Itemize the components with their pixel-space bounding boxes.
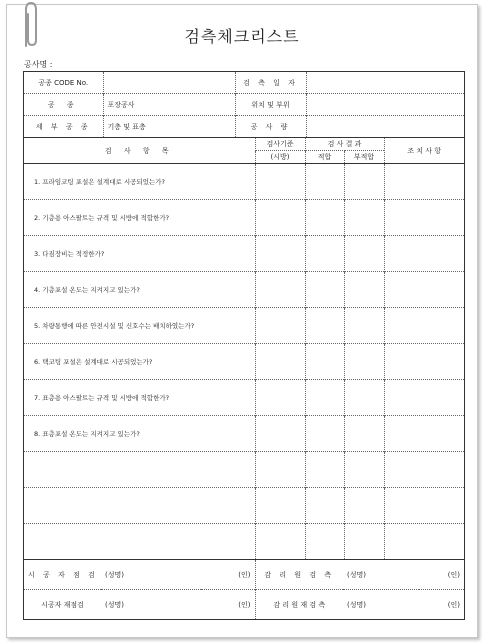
action-cell[interactable] <box>384 272 464 308</box>
signature-row <box>24 560 464 590</box>
table-row <box>24 452 464 488</box>
action-cell[interactable] <box>384 524 464 560</box>
fail-header: 부적합 <box>344 151 384 164</box>
pass-cell[interactable] <box>305 524 344 560</box>
info-row-detail <box>24 116 464 138</box>
quantity-label: 공 사 량 <box>235 116 306 138</box>
check-item-text: 6. 택코팅 포설은 설계대로 시공되었는가? <box>24 344 255 380</box>
check-item-text: 8. 표층포설 온도는 지켜지고 있는가? <box>24 416 255 452</box>
detail-work-label: 세 부 공 종 <box>24 116 103 138</box>
contractor-check-label: 시 공 자 점 검 <box>28 570 98 579</box>
inspection-date-label: 검 측 일 자 <box>235 72 306 94</box>
action-cell[interactable] <box>384 416 464 452</box>
pass-cell[interactable] <box>305 164 344 200</box>
contractor-name-field[interactable]: (성명) <box>101 590 201 620</box>
pass-cell[interactable] <box>305 200 344 236</box>
action-cell[interactable] <box>384 488 464 524</box>
supervisor-reinspect-label: 감 리 원 재 검 측 <box>255 590 343 620</box>
criteria-cell[interactable] <box>255 524 305 560</box>
table-row <box>24 308 464 344</box>
table-row <box>24 524 464 560</box>
check-item-text: 1. 프라임코팅 포설은 설계대로 시공되었는가? <box>24 164 255 200</box>
table-row <box>24 164 464 200</box>
pass-header: 적합 <box>305 151 344 164</box>
table-row <box>24 416 464 452</box>
supervisor-inspect-label: 감 리 원 검 측 <box>255 560 343 590</box>
supervisor-seal[interactable]: (인) <box>447 570 460 579</box>
supervisor-seal[interactable]: (인) <box>419 590 464 620</box>
work-type-label: 공 종 <box>24 94 103 116</box>
fail-cell[interactable] <box>344 380 384 416</box>
detail-work-field[interactable]: 기층 및 표층 <box>103 116 235 138</box>
fail-cell[interactable] <box>344 236 384 272</box>
check-item-text: 7. 표층용 아스팔트는 규격 및 시방에 적합한가? <box>24 380 255 416</box>
check-item-text: 2. 기층용 아스팔트는 규격 및 시방에 적합한가? <box>24 200 255 236</box>
fail-cell[interactable] <box>344 488 384 524</box>
page-title: 검측체크리스트 <box>184 27 300 46</box>
pass-cell[interactable] <box>305 272 344 308</box>
result-header: 검 사 결 과 <box>305 138 384 151</box>
criteria-cell[interactable] <box>255 272 305 308</box>
contractor-name-field[interactable]: (성명) <box>105 570 124 579</box>
check-item-text: 5. 차량통행에 따른 안전시설 및 신호수는 배치하였는가? <box>24 308 255 344</box>
action-cell[interactable] <box>384 380 464 416</box>
criteria-cell[interactable] <box>255 164 305 200</box>
inspection-date-field[interactable] <box>306 72 464 94</box>
criteria-cell[interactable] <box>255 416 305 452</box>
location-label: 위치 및 부위 <box>235 94 306 116</box>
check-item-text[interactable] <box>24 452 255 488</box>
pass-cell[interactable] <box>305 416 344 452</box>
criteria-cell[interactable] <box>255 380 305 416</box>
action-cell[interactable] <box>384 236 464 272</box>
pass-cell[interactable] <box>305 488 344 524</box>
table-row <box>24 200 464 236</box>
signature-row <box>24 590 464 620</box>
check-item-text: 4. 기층포설 온도는 지켜지고 있는가? <box>24 272 255 308</box>
items-header: 검 사 항 목 <box>104 146 174 155</box>
table-row <box>24 344 464 380</box>
contractor-seal[interactable]: (인) <box>238 570 251 579</box>
contractor-recheck-label: 시공자 재점검 <box>24 590 101 620</box>
location-field[interactable] <box>306 94 464 116</box>
fail-cell[interactable] <box>344 524 384 560</box>
action-cell[interactable] <box>384 452 464 488</box>
pass-cell[interactable] <box>305 452 344 488</box>
pass-cell[interactable] <box>305 236 344 272</box>
action-cell[interactable] <box>384 344 464 380</box>
criteria-header: 검사기준 <box>255 138 305 151</box>
criteria-cell[interactable] <box>255 488 305 524</box>
check-item-text[interactable] <box>24 488 255 524</box>
action-cell[interactable] <box>384 200 464 236</box>
table-row <box>24 380 464 416</box>
fail-cell[interactable] <box>344 272 384 308</box>
fail-cell[interactable] <box>344 164 384 200</box>
pass-cell[interactable] <box>305 308 344 344</box>
work-type-field[interactable]: 포장공사 <box>103 94 235 116</box>
criteria-cell[interactable] <box>255 200 305 236</box>
action-header: 조 치 사 항 <box>384 138 464 164</box>
criteria-cell[interactable] <box>255 236 305 272</box>
code-value-field[interactable] <box>103 72 235 94</box>
fail-cell[interactable] <box>344 416 384 452</box>
criteria-cell[interactable] <box>255 344 305 380</box>
column-header-top <box>24 138 464 151</box>
info-row-work-type <box>24 94 464 116</box>
table-row <box>24 236 464 272</box>
code-label: 공종 CODE No. <box>38 78 89 87</box>
table-row <box>24 272 464 308</box>
pass-cell[interactable] <box>305 380 344 416</box>
check-item-text[interactable] <box>24 524 255 560</box>
criteria-cell[interactable] <box>255 308 305 344</box>
table-row <box>24 488 464 524</box>
supervisor-name-field[interactable]: (성명) <box>347 570 366 579</box>
fail-cell[interactable] <box>344 452 384 488</box>
checklist-form <box>23 71 465 620</box>
action-cell[interactable] <box>384 308 464 344</box>
pass-cell[interactable] <box>305 344 344 380</box>
info-row-code <box>24 72 464 94</box>
check-item-text: 3. 다짐장비는 적정한가? <box>24 236 255 272</box>
project-name-label: 공사명 : <box>24 60 53 69</box>
contractor-seal[interactable]: (인) <box>201 590 255 620</box>
criteria-subheader: (시방) <box>255 151 305 164</box>
fail-cell[interactable] <box>344 344 384 380</box>
fail-cell[interactable] <box>344 308 384 344</box>
action-cell[interactable] <box>384 164 464 200</box>
fail-cell[interactable] <box>344 200 384 236</box>
criteria-cell[interactable] <box>255 452 305 488</box>
supervisor-name-field[interactable]: (성명) <box>343 590 419 620</box>
quantity-field[interactable] <box>306 116 464 138</box>
